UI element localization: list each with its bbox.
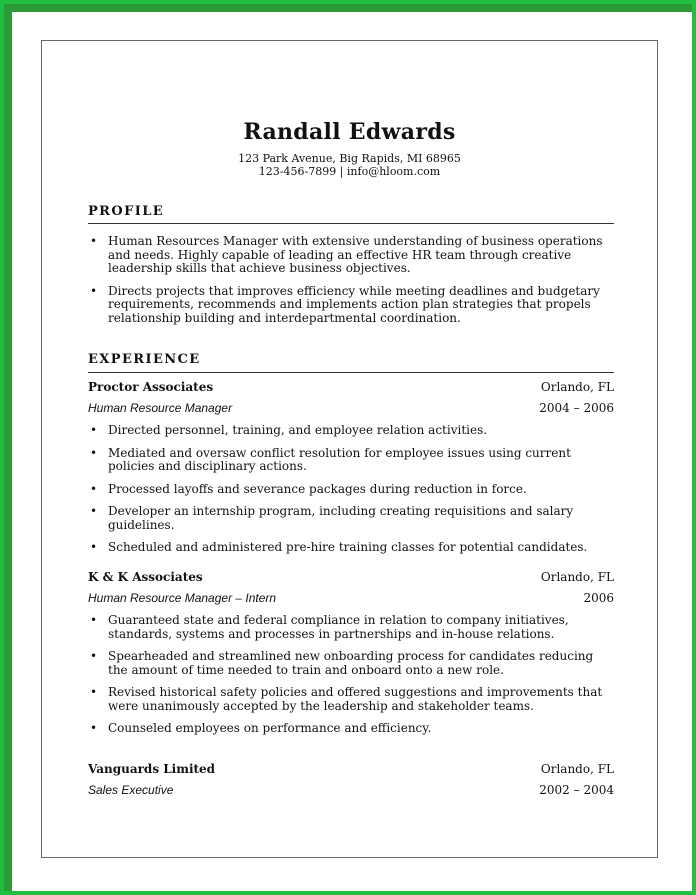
- job-dates: 2006: [583, 591, 614, 605]
- job-company: K & K Associates: [88, 570, 203, 584]
- job-location: Orlando, FL: [540, 762, 614, 776]
- job-dates: 2004 – 2006: [539, 401, 614, 415]
- job-bullet: • Developer an internship program, including creating requisitions and salary guidelines.: [88, 505, 614, 532]
- job-bullet: • Processed layoffs and severance packages during reduction in force.: [88, 483, 614, 497]
- job-bullet: • Guaranteed state and federal compliance in relation to company initiatives, standards, systems and processes in partnerships and in-house relations.: [88, 614, 614, 641]
- job-bullet: • Counseled employees on performance and efficiency.: [88, 722, 614, 736]
- job-bullet: • Revised historical safety policies and offered suggestions and improvements that were unanimously accepted by the leadership and stakeholder teams.: [88, 686, 614, 713]
- profile-bullet: • Directs projects that improves efficiency while meeting deadlines and budgetary requirements, recommends and implements action plan strategies that propels relationship building and interdepartmental coordination.: [88, 285, 614, 326]
- experience-heading: EXPERIENCE: [88, 352, 201, 367]
- job-dates: 2002 – 2004: [539, 783, 614, 797]
- job-role: Sales Executive: [88, 783, 174, 797]
- contact-phone-email: 123-456-7899 | info@hloom.com: [258, 165, 441, 178]
- job-location: Orlando, FL: [540, 380, 614, 394]
- job-company: Proctor Associates: [88, 380, 214, 394]
- job-bullet-list: [88, 424, 614, 564]
- resume-name: Randall Edwards: [243, 119, 456, 145]
- profile-bullet: • Human Resources Manager with extensive understanding of business operations and needs. Highly capable of leading an effective HR team through creative leadership skills that achieve business objectives.: [88, 235, 614, 276]
- profile-heading: PROFILE: [88, 204, 165, 219]
- job-role: Human Resource Manager – Intern: [88, 591, 277, 605]
- job-bullet: • Spearheaded and streamlined new onboarding process for candidates reducing the amount of time needed to train and onboard onto a new role.: [88, 650, 614, 677]
- job-company: Vanguards Limited: [88, 762, 216, 776]
- job-bullet: • Directed personnel, training, and employee relation activities.: [88, 424, 614, 438]
- profile-divider: [88, 223, 614, 224]
- job-bullet-list: [88, 614, 614, 745]
- experience-divider: [88, 372, 614, 373]
- job-bullet: • Mediated and oversaw conflict resolution for employee issues using current policies and disciplinary actions.: [88, 447, 614, 474]
- job-location: Orlando, FL: [540, 570, 614, 584]
- job-bullet: • Scheduled and administered pre-hire training classes for potential candidates.: [88, 541, 614, 555]
- resume-page: [41, 40, 658, 858]
- job-role: Human Resource Manager: [88, 401, 233, 415]
- profile-bullet-list: [88, 235, 614, 334]
- contact-address: 123 Park Avenue, Big Rapids, MI 68965: [238, 152, 461, 165]
